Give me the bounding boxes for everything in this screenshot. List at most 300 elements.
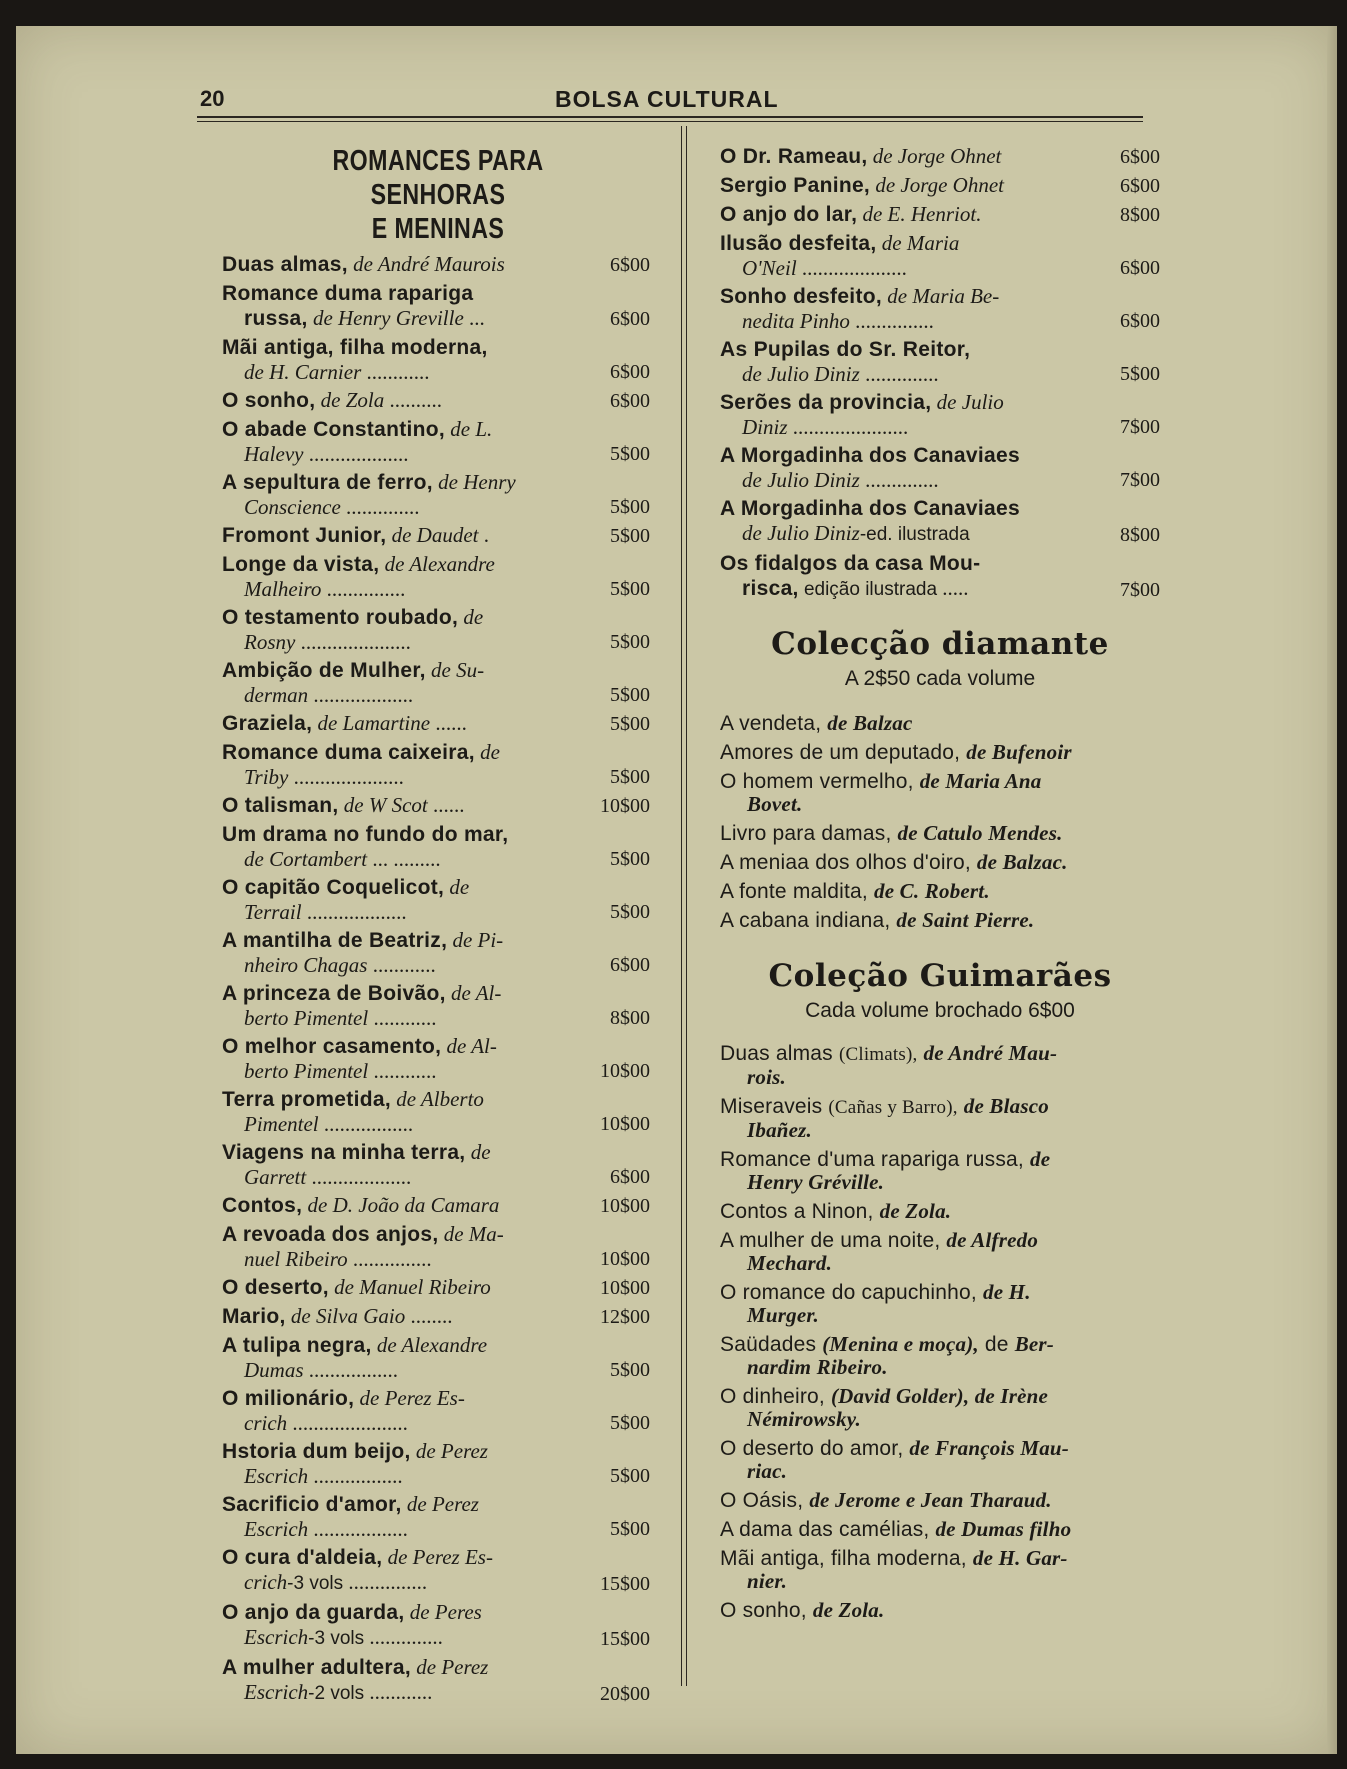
header-rule-thin [197, 121, 1143, 122]
list-item [222, 417, 654, 466]
dot-leader: ............ [373, 1006, 437, 1030]
book-author: de Perez [406, 1492, 479, 1516]
book-title: Romance duma caixeira, [222, 741, 475, 764]
book-author: de Silva Gaio [290, 1304, 406, 1328]
book-price: 10$00 [600, 1060, 650, 1082]
page-header [200, 86, 1140, 116]
book-title: O cura d'aldeia, [222, 1546, 383, 1569]
list-item [222, 388, 654, 413]
list-item [222, 1492, 654, 1541]
book-author-cont: de Henry Greville [312, 306, 464, 330]
list-item [222, 740, 654, 789]
book-author: de Daudet [391, 523, 479, 547]
item-title: A cabana indiana, [720, 909, 891, 932]
book-title: Hstoria dum beijo, [222, 1440, 411, 1463]
book-price: 10$00 [600, 1248, 650, 1270]
book-price: 5$00 [610, 578, 650, 600]
second-line [222, 630, 562, 654]
book-price: 6$00 [1120, 146, 1160, 168]
item-author: de Dumas filho [935, 1517, 1072, 1541]
list-item [222, 1222, 654, 1271]
item-author: de Zola. [812, 1598, 885, 1622]
book-author: de W Scot [343, 793, 428, 817]
item-title: Contos a Ninon, [720, 1200, 874, 1223]
book-author-cont: O'Neil [742, 256, 797, 280]
list-item [222, 523, 654, 548]
list-item [222, 1545, 654, 1596]
dot-leader: ............... [855, 309, 934, 333]
column-divider-inner [686, 126, 687, 1686]
second-line [222, 1625, 562, 1651]
book-author-cont: de Julio Diniz [742, 362, 860, 386]
book-author-cont: de Julio Diniz [742, 468, 860, 492]
list-item [222, 552, 654, 601]
item-author: de Balzac. [976, 850, 1068, 874]
list-item [222, 711, 654, 736]
list-item [222, 1087, 654, 1136]
colecao-diamante [720, 624, 1160, 932]
list-item [720, 390, 1160, 439]
item-title: A fonte maldita, [720, 880, 868, 903]
book-price: 5$00 [610, 766, 650, 788]
book-author-cont: de Julio Diniz [742, 521, 860, 545]
list-item [720, 741, 1160, 764]
dot-leader: .................. [313, 1517, 408, 1541]
item-title: O homem vermelho, [720, 770, 914, 793]
book-author-cont: Escrich [244, 1680, 309, 1704]
book-price: 8$00 [1120, 524, 1160, 546]
item-author-cont: Ibañez. [747, 1118, 812, 1142]
page-edge [1327, 26, 1337, 1754]
second-line [222, 1570, 562, 1596]
book-author-cont: Halevy [244, 442, 304, 466]
list-item [720, 1042, 1160, 1089]
item-title: Mãi antiga, filha moderna, [720, 1547, 967, 1570]
book-author: de Maria [881, 231, 960, 255]
book-author: de [463, 605, 484, 629]
book-title: A mantilha de Beatriz, [222, 929, 448, 952]
book-author: de Al- [446, 1034, 497, 1058]
list-item [222, 875, 654, 924]
diamante-heading: Colecção diamante [771, 626, 1109, 662]
item-author: de Bufenoir [966, 740, 1072, 764]
second-line [222, 495, 562, 519]
book-price: 5$00 [610, 1518, 650, 1540]
book-author: de Peres [409, 1600, 482, 1624]
book-author: de Perez Es- [387, 1545, 493, 1569]
list-item [720, 202, 1160, 227]
book-price: 5$00 [610, 631, 650, 653]
book-author-cont: nedita Pinho [742, 309, 850, 333]
book-title: Serões da provincia, [720, 391, 932, 414]
book-list [222, 252, 654, 1706]
book-author-cont: nheiro Chagas [244, 953, 368, 977]
item-title: A mulher de uma noite, [720, 1229, 941, 1252]
item-title: O sonho, [720, 1599, 807, 1622]
item-author: de Maria Ana [919, 769, 1042, 793]
list-item [720, 231, 1160, 280]
list-item [222, 981, 654, 1030]
list-item [222, 822, 654, 871]
list-item [720, 1200, 1160, 1223]
book-price: 6$00 [610, 308, 650, 330]
book-price: 6$00 [610, 954, 650, 976]
dot-leader: ................. [323, 1112, 414, 1136]
list-item [222, 1034, 654, 1083]
item-author-cont: Henry Gréville. [747, 1170, 885, 1194]
list-item [222, 252, 654, 277]
book-title: Romance duma rapariga [222, 282, 474, 305]
book-title: O capitão Coquelicot, [222, 876, 445, 899]
second-line [720, 309, 1070, 333]
book-price: 20$00 [600, 1683, 650, 1705]
dot-leader: ...................... [792, 415, 909, 439]
list-item [222, 335, 654, 384]
book-price: 6$00 [610, 361, 650, 383]
book-title: O melhor casamento, [222, 1035, 442, 1058]
book-author-cont: derman [244, 683, 309, 707]
item-author: de C. Robert. [874, 879, 990, 903]
book-author: de E. Henriot. [862, 202, 982, 226]
section-title-line1: ROMANCES PARA SENHORAS [332, 145, 544, 211]
item-author: de Balzac [827, 711, 913, 735]
dot-leader: .............. [369, 1625, 443, 1649]
book-author: de Pi- [452, 928, 504, 952]
list-item [720, 1599, 1160, 1622]
list-item [222, 793, 654, 818]
item-author: de Catulo Mendes. [897, 821, 1063, 845]
book-author-cont: Terrail [244, 900, 302, 924]
dot-leader: ............ [372, 953, 436, 977]
book-price: 5$00 [610, 496, 650, 518]
dot-leader: ................... [308, 442, 409, 466]
list-item [720, 1489, 1160, 1512]
list-item [720, 551, 1160, 602]
column-divider [681, 126, 682, 1686]
book-title: O abade Constantino, [222, 418, 446, 441]
book-author: de Perez [416, 1655, 489, 1679]
list-item [720, 770, 1160, 816]
item-title: Saüdades [720, 1333, 817, 1356]
item-title: Miseraveis [720, 1095, 823, 1118]
second-line [720, 415, 1070, 439]
dot-leader: ...... [435, 711, 467, 735]
list-item [222, 1140, 654, 1189]
book-list-continued [720, 144, 1160, 602]
list-item [222, 1333, 654, 1382]
diamante-list [720, 712, 1160, 932]
book-price: 5$00 [610, 1359, 650, 1381]
book-edition: -2 vols [308, 1683, 365, 1704]
book-title: Longe da vista, [222, 553, 380, 576]
item-title: Livro para damas, [720, 822, 892, 845]
book-price: 10$00 [600, 1277, 650, 1299]
book-title: O talisman, [222, 794, 339, 817]
book-author: de Perez Es- [359, 1386, 465, 1410]
book-author: de Su- [431, 658, 485, 682]
book-author: de Perez [415, 1439, 488, 1463]
dot-leader: ............ [369, 1680, 433, 1704]
book-title: Sacrificio d'amor, [222, 1493, 402, 1516]
book-author: de Jorge Ohnet [875, 173, 1005, 197]
second-line [720, 576, 1070, 602]
list-item [222, 1193, 654, 1218]
book-author: de Alexandre [384, 552, 495, 576]
section-title [265, 144, 611, 246]
book-title: As Pupilas do Sr. Reitor, [720, 338, 971, 361]
dot-leader: ............... [352, 1247, 432, 1271]
item-author-cont: nier. [747, 1569, 788, 1593]
list-item [720, 880, 1160, 903]
second-line [720, 362, 1070, 386]
book-price: 7$00 [1120, 416, 1160, 438]
book-author: de Henry [438, 470, 516, 494]
book-price: 7$00 [1120, 469, 1160, 491]
book-author-cont: nuel Ribeiro [244, 1247, 348, 1271]
book-author: de Zola [320, 388, 385, 412]
second-line [222, 1680, 562, 1706]
item-author-cont: nardim Ribeiro. [747, 1355, 888, 1379]
list-item [720, 851, 1160, 874]
book-price: 6$00 [1120, 257, 1160, 279]
item-author: (Menina e moça), [822, 1332, 979, 1356]
book-title: O deserto, [222, 1276, 329, 1299]
list-item [222, 658, 654, 707]
book-author-cont: Malheiro [244, 577, 322, 601]
book-title: O anjo do lar, [720, 203, 858, 226]
second-line [222, 1358, 562, 1382]
book-title: Contos, [222, 1194, 303, 1217]
book-title: A sepultura de ferro, [222, 471, 433, 494]
dot-leader: .......... [389, 388, 442, 412]
book-title: O anjo da guarda, [222, 1601, 405, 1624]
book-title: A tulipa negra, [222, 1334, 372, 1357]
list-item [720, 1437, 1160, 1483]
guimaraes-heading: Coleção Guimarães [768, 958, 1112, 994]
item-title: O romance do capuchinho, [720, 1281, 977, 1304]
book-price: 6$00 [610, 254, 650, 276]
second-line [222, 577, 562, 601]
book-title: Duas almas, [222, 253, 348, 276]
guimaraes-subheading: Cada volume brochado 6$00 [805, 999, 1075, 1022]
book-price: 15$00 [600, 1628, 650, 1650]
book-author-cont: Garrett [244, 1165, 307, 1189]
list-item [720, 284, 1160, 333]
book-edition: edição ilustrada [803, 579, 938, 600]
dot-leader: ................... [306, 900, 407, 924]
book-price: 5$00 [610, 901, 650, 923]
book-title: Sergio Panine, [720, 174, 871, 197]
dot-leader: .............. [346, 495, 420, 519]
page-number: 20 [200, 86, 225, 111]
book-edition: -3 vols [308, 1628, 365, 1649]
book-author-cont: berto Pimentel [244, 1059, 369, 1083]
item-title: Romance d'uma rapariga russa, [720, 1148, 1024, 1171]
section-title-line2: E MENINAS [371, 213, 505, 245]
item-author: de André Mau- [923, 1041, 1058, 1065]
list-item [222, 1600, 654, 1651]
book-title: Viagens na minha terra, [222, 1141, 466, 1164]
book-title: A princeza de Boivão, [222, 982, 446, 1005]
book-price: 15$00 [600, 1573, 650, 1595]
book-title: Sonho desfeito, [720, 285, 882, 308]
dot-leader: . [483, 523, 489, 547]
dot-leader: ................... [313, 683, 414, 707]
book-title: O testamento roubado, [222, 606, 459, 629]
book-author-cont: Dumas [244, 1358, 304, 1382]
book-price: 6$00 [1120, 175, 1160, 197]
book-author: de [470, 1140, 491, 1164]
item-text: de [984, 1333, 1009, 1356]
list-item [222, 1275, 654, 1300]
book-title: A Morgadinha dos Canaviaes [720, 444, 1020, 467]
item-author: Ber- [1014, 1332, 1054, 1356]
second-line [720, 521, 1070, 547]
book-author-cont: Pimentel [244, 1112, 319, 1136]
book-author: de D. João da Camara [307, 1193, 500, 1217]
book-author: de Jorge Ohnet [872, 144, 1002, 168]
dot-leader: ..................... [300, 630, 411, 654]
second-line [222, 1112, 562, 1136]
list-item [222, 1386, 654, 1435]
book-price: 5$00 [610, 848, 650, 870]
list-item [720, 1281, 1160, 1327]
dot-leader: ..................... [293, 765, 404, 789]
item-author-cont: Murger. [747, 1303, 820, 1327]
book-author: de [449, 875, 470, 899]
list-item [222, 1655, 654, 1706]
item-title: A meniaa dos olhos d'oiro, [720, 851, 971, 874]
second-line [222, 1059, 562, 1083]
item-title: O Oásis, [720, 1489, 804, 1512]
dot-leader: .................... [801, 256, 907, 280]
book-title-cont: risca, [742, 577, 799, 600]
book-price: 8$00 [610, 1007, 650, 1029]
book-title: A mulher adultera, [222, 1656, 411, 1679]
book-price: 5$00 [610, 684, 650, 706]
item-author-cont: Némirowsky. [747, 1407, 861, 1431]
book-title: O Dr. Rameau, [720, 145, 868, 168]
book-author-cont: crich [244, 1570, 288, 1594]
second-line [720, 468, 1070, 492]
item-author-cont: rois. [747, 1065, 786, 1089]
book-title: Os fidalgos da casa Mou- [720, 552, 981, 575]
dot-leader: ...................... [292, 1411, 408, 1435]
book-title: Um drama no fundo do mar, [222, 823, 509, 846]
dot-leader: ................... [311, 1165, 412, 1189]
item-author-cont: Bovet. [747, 792, 803, 816]
book-price: 10$00 [600, 1195, 650, 1217]
second-line [720, 256, 1070, 280]
book-price: 12$00 [600, 1306, 650, 1328]
book-price: 10$00 [600, 1113, 650, 1135]
book-title: Mario, [222, 1305, 286, 1328]
second-line [222, 306, 562, 331]
book-author-cont: Escrich [244, 1517, 309, 1541]
list-item [720, 1333, 1160, 1379]
dot-leader: .............. [865, 468, 939, 492]
list-item [720, 337, 1160, 386]
item-original-title: (Climats), [838, 1044, 918, 1065]
item-author-cont: riac. [747, 1459, 788, 1483]
book-author-cont: de H. Carnier [244, 360, 362, 384]
list-item [222, 1304, 654, 1329]
left-column [222, 144, 654, 1710]
second-line [222, 1006, 562, 1030]
book-title: Ambição de Mulher, [222, 659, 426, 682]
book-author: de Manuel Ribeiro [334, 1275, 491, 1299]
book-price: 7$00 [1120, 579, 1160, 601]
item-title: Amores de um deputado, [720, 741, 961, 764]
book-author-cont: Rosny [244, 630, 296, 654]
item-title: A dama das camélias, [720, 1518, 930, 1541]
colecao-guimaraes [720, 956, 1160, 1622]
second-line [222, 847, 562, 871]
dot-leader: ........ [410, 1304, 453, 1328]
book-title: Mãi antiga, filha moderna, [222, 336, 488, 359]
dot-leader: ... [469, 306, 485, 330]
book-author: de Ma- [443, 1222, 504, 1246]
book-price: 5$00 [1120, 363, 1160, 385]
journal-title: BOLSA CULTURAL [555, 86, 779, 112]
book-author: de Al- [451, 981, 502, 1005]
book-author-cont: Triby [244, 765, 289, 789]
item-title: Duas almas [720, 1042, 833, 1065]
book-author: de Alexandre [376, 1333, 488, 1357]
book-author: de L. [450, 417, 493, 441]
book-price: 5$00 [610, 1465, 650, 1487]
book-author-cont: Diniz [742, 415, 788, 439]
item-author: de H. [983, 1280, 1031, 1304]
book-title: Ilusão desfeita, [720, 232, 877, 255]
list-item [720, 1148, 1160, 1194]
dot-leader: ............... [326, 577, 406, 601]
dot-leader: ............ [366, 360, 430, 384]
header-rule-thick [197, 116, 1143, 118]
book-price: 8$00 [1120, 204, 1160, 226]
second-line [222, 1464, 562, 1488]
list-item [720, 712, 1160, 735]
item-title: A vendeta, [720, 712, 822, 735]
second-line [222, 1165, 562, 1189]
guimaraes-list [720, 1042, 1160, 1622]
item-author: de H. Gar- [972, 1546, 1068, 1570]
second-line [222, 1247, 562, 1271]
right-column [720, 144, 1160, 1628]
item-author: (David Golder), de Irène [830, 1384, 1049, 1408]
item-author-cont: Mechard. [747, 1251, 833, 1275]
list-item [720, 173, 1160, 198]
book-edition: -ed. ilustrada [859, 524, 970, 545]
list-item [222, 281, 654, 331]
book-price: 5$00 [610, 443, 650, 465]
book-title: O sonho, [222, 389, 316, 412]
book-price: 6$00 [610, 1166, 650, 1188]
second-line [222, 953, 562, 977]
dot-leader: ............... [348, 1570, 428, 1594]
book-author-cont: de Cortambert [244, 847, 368, 871]
book-edition: -3 vols [287, 1573, 344, 1594]
item-author: de Alfredo [946, 1228, 1039, 1252]
item-author: de Zola. [879, 1199, 952, 1223]
book-title: A Morgadinha dos Canaviaes [720, 497, 1020, 520]
diamante-subheading: A 2$50 cada volume [844, 667, 1036, 690]
book-author: de Lamartine [317, 711, 431, 735]
book-price: 5$00 [610, 713, 650, 735]
book-title: Terra prometida, [222, 1088, 391, 1111]
dot-leader: ............ [373, 1059, 437, 1083]
list-item [222, 605, 654, 654]
